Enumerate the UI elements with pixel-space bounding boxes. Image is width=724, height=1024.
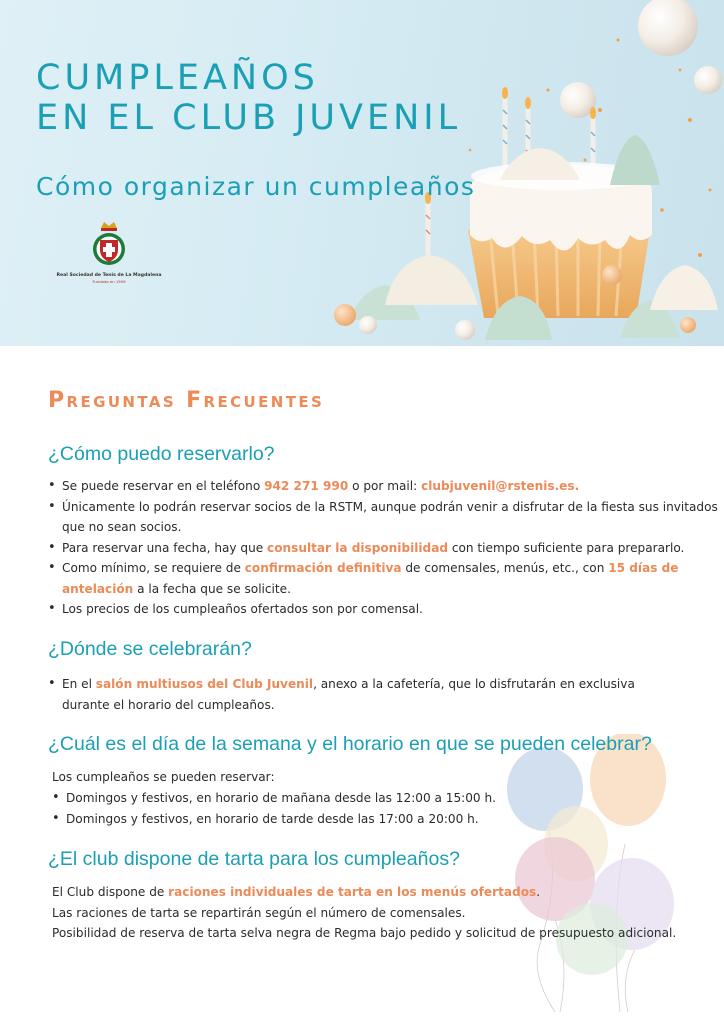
- hero-banner: [0, 0, 724, 346]
- highlight: salón multiusos del Club Juvenil: [95, 677, 314, 691]
- schedule-intro: Los cumpleaños se pueden reservar:: [52, 770, 275, 784]
- question-cake: ¿El club dispone de tarta para los cumpleaños?: [48, 848, 460, 870]
- highlight: consultar la disponibilidad: [267, 540, 449, 555]
- schedule-list: [52, 788, 522, 829]
- question-location: ¿Dónde se celebrarán?: [48, 638, 252, 660]
- list-item: • Para reservar una fecha, hay que consultar la disponibilidad con tiempo suficiente para prepararlo.: [48, 538, 720, 559]
- list-item: • Domingos y festivos, en horario de mañana desde las 12:00 a 15:00 h.: [52, 788, 522, 809]
- title-line-2: EN EL CLUB JUVENIL: [36, 98, 462, 138]
- list-item: • Se puede reservar en el teléfono 942 271 990 o por mail: clubjuvenil@rstenis.es.: [48, 476, 720, 497]
- club-name: Real Sociedad de Tenis de La Magdalena: [56, 273, 162, 278]
- highlight: confirmación definitiva: [244, 561, 402, 575]
- faq-title: Preguntas Frecuentes: [48, 388, 325, 413]
- phone-number[interactable]: 942 271 990: [264, 479, 349, 493]
- highlight: raciones individuales de tarta en los menús ofertados: [168, 885, 537, 899]
- question-schedule: ¿Cuál es el día de la semana y el horario en que se pueden celebrar?: [48, 733, 652, 755]
- list-item: • Domingos y festivos, en horario de tarde desde las 17:00 a 20:00 h.: [52, 809, 522, 830]
- balloons-image: [500, 734, 680, 1014]
- location-list: [48, 674, 668, 715]
- page-subtitle: Cómo organizar un cumpleaños: [36, 172, 476, 201]
- list-item: • Únicamente lo podrán reservar socios de la RSTM, aunque podrán venir a disfrutar de la fiesta sus invitados que no sean socios.: [48, 497, 720, 538]
- question-reservation: ¿Cómo puedo reservarlo?: [48, 443, 275, 465]
- list-item: • Como mínimo, se requiere de confirmación definitiva de comensales, menús, etc., con 15 días de antelación a la fecha que se solicite.: [48, 558, 720, 599]
- title-line-1: CUMPLEAÑOS: [36, 58, 319, 98]
- faq-section: [0, 346, 724, 1024]
- cake-info: El Club dispone de raciones individuales de tarta en los menús ofertados. Las raciones de tarta se repartirán según el número de comensales. Posibilidad de reserva de tarta selva negra de Regma bajo pedido y solicitud de presupuesto adicional.: [52, 885, 677, 940]
- reservation-list: [48, 476, 720, 620]
- club-crest-icon: [90, 218, 128, 268]
- page-title: [36, 58, 461, 138]
- highlight: 15 días de antelación: [62, 561, 679, 596]
- list-item: • En el salón multiusos del Club Juvenil, anexo a la cafetería, que lo disfrutarán en exclusiva durante el horario del cumpleaños.: [48, 674, 668, 715]
- email-link[interactable]: clubjuvenil@rstenis.es.: [421, 479, 580, 493]
- list-item: • Los precios de los cumpleaños ofertados son por comensal.: [48, 599, 720, 620]
- club-logo: [54, 218, 164, 284]
- club-founded: Fundada en 1909: [92, 279, 126, 284]
